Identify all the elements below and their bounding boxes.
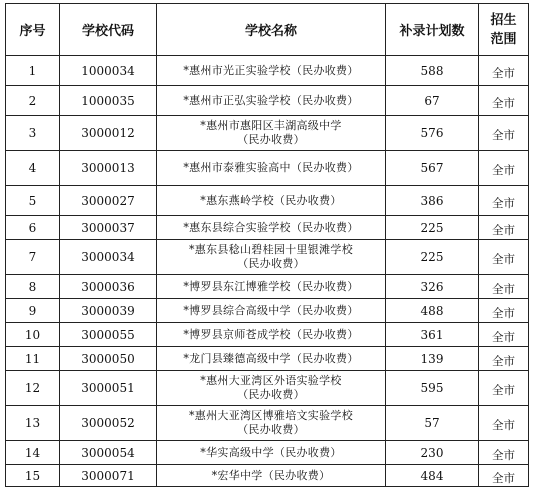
cell-name-line1: *惠州市泰雅实验高中（民办收费） — [183, 161, 359, 174]
cell-plan: 230 — [386, 441, 479, 465]
cell-name-line2: （民办收费） — [237, 423, 305, 436]
table-row — [6, 151, 529, 186]
table-row — [6, 371, 529, 406]
table-body — [6, 56, 529, 487]
cell-scope — [479, 116, 529, 151]
cell-code: 3000071 — [60, 465, 157, 487]
cell-name — [157, 465, 386, 487]
cell-plan: 225 — [386, 216, 479, 240]
cell-name-line1: *博罗县京师苍成学校（民办收费） — [183, 327, 359, 341]
cell-scope — [479, 275, 529, 299]
table-row — [6, 86, 529, 116]
cell-name-line1: *惠州市正弘实验学校（民办收费） — [183, 93, 359, 107]
cell-code: 3000036 — [60, 275, 157, 299]
cell-scope — [479, 347, 529, 371]
cell-name — [157, 116, 386, 151]
header-seq: 序号 — [6, 4, 60, 56]
cell-code: 1000035 — [60, 86, 157, 116]
cell-scope-text: 全市 — [492, 383, 515, 397]
cell-plan: 488 — [386, 299, 479, 323]
table-row — [6, 116, 529, 151]
cell-code: 3000055 — [60, 323, 157, 347]
cell-scope-text: 全市 — [492, 222, 515, 237]
table-row — [6, 216, 529, 240]
cell-scope-text: 全市 — [492, 470, 515, 485]
cell-code: 3000039 — [60, 299, 157, 323]
cell-seq: 6 — [6, 216, 60, 240]
table-row — [6, 275, 529, 299]
header-name: 学校名称 — [157, 4, 386, 56]
cell-code: 3000034 — [60, 240, 157, 275]
cell-name — [157, 299, 386, 323]
cell-plan: 326 — [386, 275, 479, 299]
cell-plan: 67 — [386, 86, 479, 116]
cell-name-line1: *惠州市惠阳区丰湖高级中学 — [200, 119, 342, 132]
cell-plan: 567 — [386, 151, 479, 186]
cell-scope — [479, 441, 529, 465]
cell-name-line1: *华实高级中学（民办收费） — [200, 445, 342, 459]
cell-name — [157, 406, 386, 441]
cell-name-line1: *惠东县稔山碧桂园十里银滩学校 — [189, 243, 353, 256]
cell-scope-text: 全市 — [492, 329, 515, 344]
cell-seq: 13 — [6, 406, 60, 441]
cell-scope-text: 全市 — [492, 353, 515, 368]
cell-scope-text: 全市 — [492, 305, 515, 320]
cell-name-line1: *惠东县综合实验学校（民办收费） — [183, 220, 359, 234]
cell-scope — [479, 465, 529, 487]
table-row — [6, 186, 529, 216]
cell-seq: 12 — [6, 371, 60, 406]
cell-scope — [479, 86, 529, 116]
cell-seq: 11 — [6, 347, 60, 371]
header-scope — [479, 4, 529, 56]
cell-name — [157, 186, 386, 216]
cell-code: 3000052 — [60, 406, 157, 441]
cell-code: 1000034 — [60, 56, 157, 86]
table-row — [6, 240, 529, 275]
cell-code: 3000050 — [60, 347, 157, 371]
cell-name — [157, 56, 386, 86]
cell-name — [157, 216, 386, 240]
table-row — [6, 465, 529, 487]
cell-plan: 576 — [386, 116, 479, 151]
cell-name-line1: *博罗县综合高级中学（民办收费） — [183, 303, 359, 317]
header-code: 学校代码 — [60, 4, 157, 56]
table-row — [6, 406, 529, 441]
cell-code: 3000037 — [60, 216, 157, 240]
cell-code: 3000054 — [60, 441, 157, 465]
cell-scope-text: 全市 — [492, 65, 515, 80]
cell-seq: 9 — [6, 299, 60, 323]
cell-scope-text: 全市 — [492, 128, 515, 142]
cell-scope-text: 全市 — [492, 195, 515, 210]
cell-seq: 8 — [6, 275, 60, 299]
cell-scope — [479, 371, 529, 406]
cell-name — [157, 86, 386, 116]
cell-name — [157, 441, 386, 465]
cell-plan: 595 — [386, 371, 479, 406]
cell-scope — [479, 406, 529, 441]
cell-code: 3000012 — [60, 116, 157, 151]
cell-seq: 4 — [6, 151, 60, 186]
cell-scope — [479, 216, 529, 240]
cell-scope — [479, 240, 529, 275]
cell-scope-text: 全市 — [492, 95, 515, 110]
table-row — [6, 347, 529, 371]
cell-scope — [479, 299, 529, 323]
cell-plan: 57 — [386, 406, 479, 441]
header-row — [6, 4, 529, 56]
cell-name-line1: *惠东燕岭学校（民办收费） — [200, 193, 342, 207]
cell-name — [157, 323, 386, 347]
cell-plan: 484 — [386, 465, 479, 487]
header-scope-line1: 招生 — [490, 12, 517, 28]
cell-seq: 7 — [6, 240, 60, 275]
cell-scope-text: 全市 — [492, 281, 515, 296]
cell-plan: 386 — [386, 186, 479, 216]
cell-name-line1: *宏华中学（民办收费） — [211, 468, 331, 482]
cell-seq: 3 — [6, 116, 60, 151]
cell-plan: 139 — [386, 347, 479, 371]
header-scope-line2: 范围 — [490, 31, 517, 47]
cell-scope-text: 全市 — [492, 163, 515, 177]
cell-scope — [479, 323, 529, 347]
cell-name-line1: *惠州市光正实验学校（民办收费） — [183, 63, 359, 77]
cell-scope — [479, 186, 529, 216]
cell-plan: 225 — [386, 240, 479, 275]
table-row — [6, 56, 529, 86]
cell-scope-text: 全市 — [492, 418, 515, 432]
cell-name-line2: （民办收费） — [237, 133, 305, 146]
cell-name-line1: *博罗县东江博雅学校（民办收费） — [183, 279, 359, 293]
cell-scope-text: 全市 — [492, 252, 515, 266]
cell-code: 3000051 — [60, 371, 157, 406]
cell-scope-text: 全市 — [492, 447, 515, 462]
table-row — [6, 441, 529, 465]
cell-seq: 15 — [6, 465, 60, 487]
cell-name-line1: *龙门县臻德高级中学（民办收费） — [183, 351, 359, 365]
cell-name-line1: *惠州大亚湾区外语实验学校 — [200, 374, 342, 387]
cell-scope — [479, 151, 529, 186]
cell-name — [157, 347, 386, 371]
table-row — [6, 299, 529, 323]
header-plan: 补录计划数 — [386, 4, 479, 56]
table-row — [6, 323, 529, 347]
cell-name-line2: （民办收费） — [237, 257, 305, 270]
cell-seq: 2 — [6, 86, 60, 116]
cell-code: 3000027 — [60, 186, 157, 216]
cell-name-line1: *惠州大亚湾区博雅培文实验学校 — [189, 409, 353, 422]
cell-seq: 14 — [6, 441, 60, 465]
admission-table — [5, 3, 529, 487]
cell-name — [157, 240, 386, 275]
cell-name-line2: （民办收费） — [237, 388, 305, 401]
cell-plan: 588 — [386, 56, 479, 86]
cell-seq: 10 — [6, 323, 60, 347]
cell-name — [157, 371, 386, 406]
cell-scope — [479, 56, 529, 86]
cell-plan: 361 — [386, 323, 479, 347]
cell-code: 3000013 — [60, 151, 157, 186]
cell-seq: 5 — [6, 186, 60, 216]
cell-seq: 1 — [6, 56, 60, 86]
cell-name — [157, 151, 386, 186]
cell-name — [157, 275, 386, 299]
